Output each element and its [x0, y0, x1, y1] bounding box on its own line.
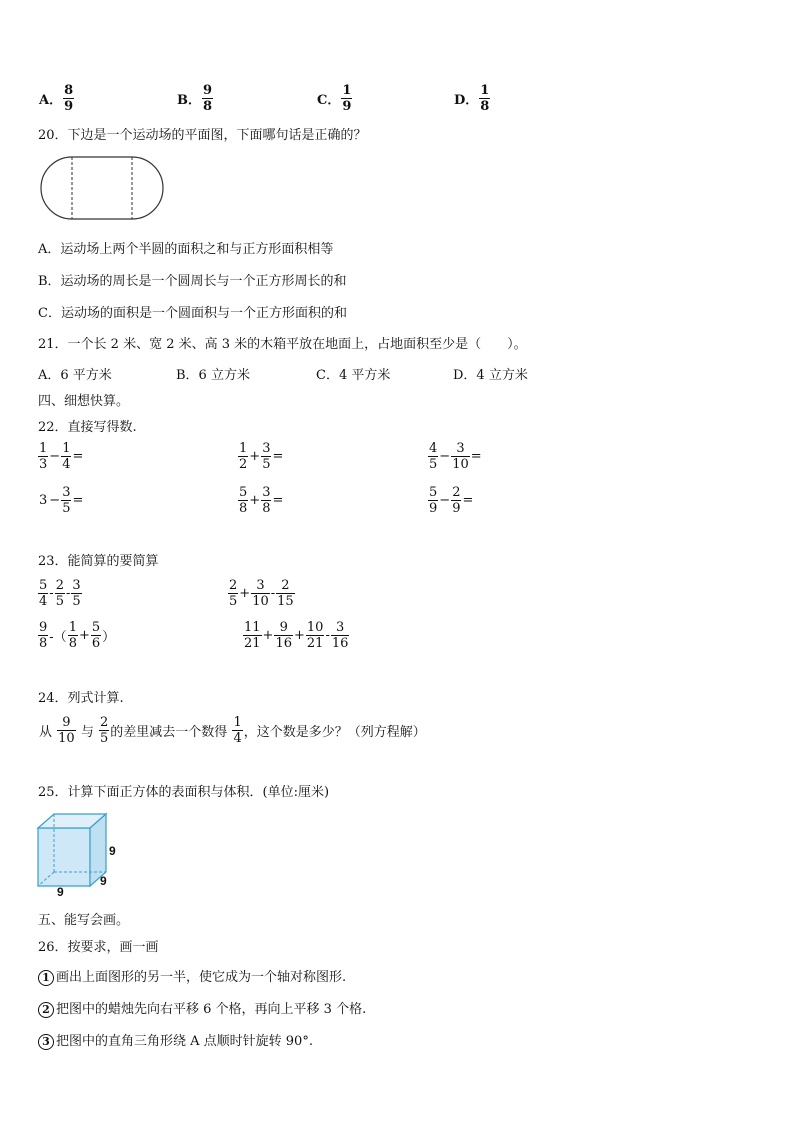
q22-expr-2: $\frac{1}{2}$ + $\frac{3}{5}$ =	[239, 441, 284, 472]
q20-option-a: A．运动场上两个半圆的面积之和与正方形面积相等	[38, 242, 334, 257]
q22-expr-4: 3 − $\frac{3}{5}$ =	[39, 485, 84, 516]
circled-number-3: 3	[38, 1034, 54, 1050]
q23-expr-2: $\frac{2}{5}$ + $\frac{3}{10}$ - $\frac{2}{15}$	[229, 578, 294, 609]
cube-label-height: 9	[109, 844, 116, 858]
q19-option-d: D． $\frac{1}{8}$	[454, 83, 490, 114]
cube-label-depth: 9	[100, 874, 107, 888]
cube-label-width: 9	[57, 885, 64, 899]
stadium-outline	[41, 157, 163, 219]
q23-stem: 23．能简算的要简算	[38, 554, 159, 569]
stadium-figure	[40, 155, 166, 223]
q22-expr-1: $\frac{1}{3}$ − $\frac{1}{4}$ =	[39, 441, 84, 472]
circled-number-2: 2	[38, 1002, 54, 1018]
section-4-heading: 四、细想快算。	[38, 394, 130, 409]
q22-expr-3: $\frac{4}{5}$ − $\frac{3}{10}$ =	[429, 441, 482, 472]
q20-stem: 20．下边是一个运动场的平面图，下面哪句话是正确的？	[38, 128, 367, 143]
q23-expr-4: $\frac{11}{21}$ + $\frac{9}{16}$ + $\frac{10}{21}$ - $\frac{3}{16}$	[244, 620, 349, 651]
q26-stem: 26．按要求，画一画	[38, 940, 159, 955]
q26-item-3-text: 把图中的直角三角形绕 A 点顺时针旋转 90°.	[56, 1034, 313, 1049]
q24-stem: 24．列式计算.	[38, 691, 124, 706]
q20-option-c: C．运动场的面积是一个圆面积与一个正方形面积的和	[38, 306, 347, 321]
q20-option-b: B．运动场的周长是一个圆周长与一个正方形周长的和	[38, 274, 347, 289]
q23-expr-1: $\frac{5}{4}$ - $\frac{2}{5}$ - $\frac{3}{5}$	[39, 578, 81, 609]
q25-stem: 25．计算下面正方体的表面积与体积．(单位:厘米)	[38, 785, 330, 800]
q26-item-3	[38, 1030, 313, 1050]
q22-expr-5: $\frac{5}{8}$ + $\frac{3}{8}$ =	[239, 485, 284, 516]
cube-front-face	[38, 828, 90, 886]
circled-number-1: 1	[38, 970, 54, 986]
q19-option-c: C． $\frac{1}{9}$	[317, 83, 352, 114]
q26-item-1-text: 画出上面图形的另一半，使它成为一个轴对称图形.	[56, 970, 347, 985]
q23-expr-3: $\frac{9}{8}$ -（ $\frac{1}{8}$ + $\frac{5}{6}$ ）	[39, 620, 116, 651]
q26-item-1	[38, 966, 346, 986]
q21-option-c: C．4 平方米	[316, 368, 391, 383]
q19-option-a: A． $\frac{8}{9}$	[39, 83, 74, 114]
q26-item-2-text: 把图中的蜡烛先向右平移 6 个格，再向上平移 3 个格.	[56, 1002, 367, 1017]
q24-problem: 从 $\frac{9}{10}$ 与 $\frac{2}{5}$ 的差里减去一个数得 $\frac{1}{4}$ ，这个数是多少？（列方程解）	[39, 715, 426, 746]
q21-stem: 21．一个长 2 米、宽 2 米、高 3 米的木箱平放在地面上，占地面积至少是（ ）。	[38, 337, 527, 352]
q26-item-2	[38, 998, 366, 1018]
q21-option-b: B．6 立方米	[176, 368, 250, 383]
q22-stem: 22．直接写得数.	[38, 420, 137, 435]
q21-option-d: D．4 立方米	[453, 368, 528, 383]
q19-option-b: B． $\frac{9}{8}$	[177, 83, 213, 114]
section-5-heading: 五、能写会画。	[38, 913, 130, 928]
q22-expr-6: $\frac{5}{9}$ − $\frac{2}{9}$ =	[429, 485, 474, 516]
q21-option-a: A．6 平方米	[38, 368, 112, 383]
